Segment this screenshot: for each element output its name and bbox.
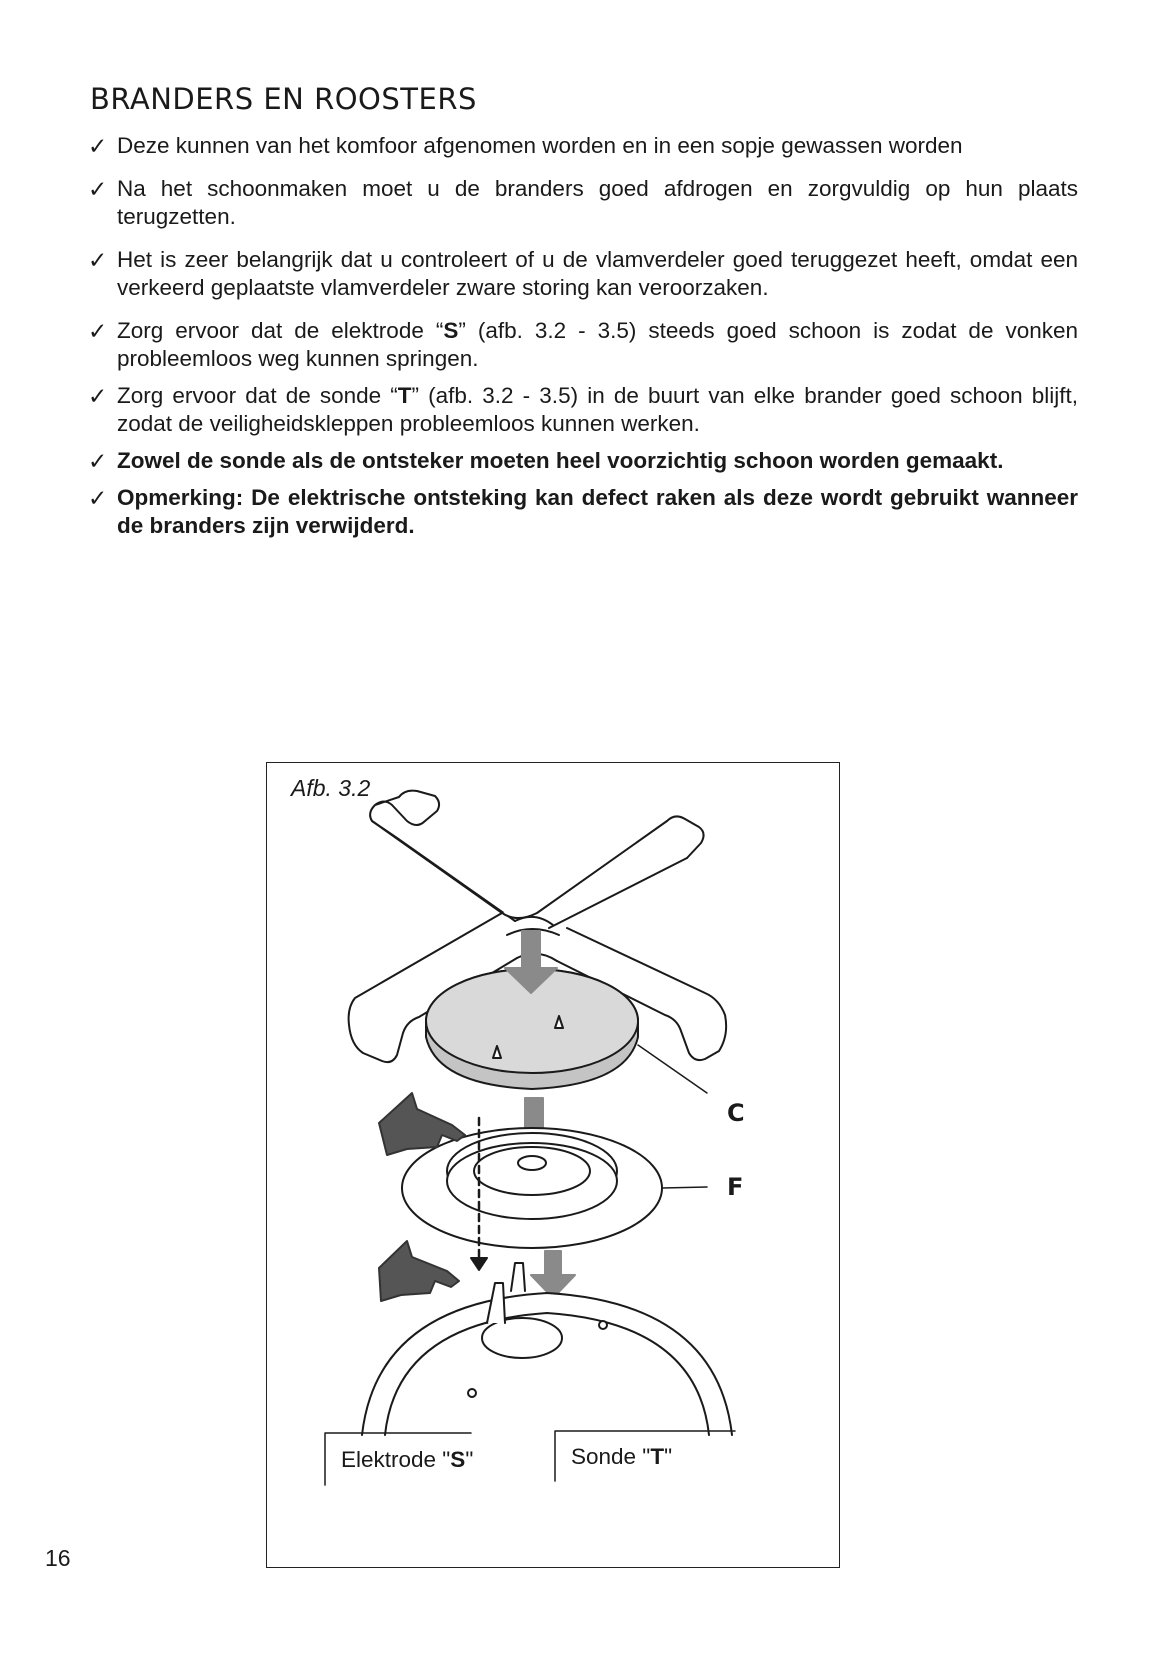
check-icon: ✓ [88, 383, 108, 409]
check-icon: ✓ [88, 448, 108, 474]
item-text: Deze kunnen van het komfoor afgenomen worden en in een sopje gewassen worden [117, 133, 963, 158]
item-text: Zorg ervoor dat de sonde “ [117, 383, 398, 408]
check-icon: ✓ [88, 176, 108, 202]
check-icon: ✓ [88, 318, 108, 344]
flame-spreader [402, 1128, 707, 1248]
electrode-callout [341, 1447, 473, 1473]
item-text-rest: ” (afb. 3.2 - 3.5) steeds goed schoon is zodat de vonken probleemloos weg kunnen springen. [117, 318, 1079, 371]
list-item [88, 132, 1078, 160]
check-icon: ✓ [88, 485, 108, 511]
item-text: Het is zeer belangrijk dat u controleert of u de vlamverdeler goed teruggezet heeft, omdat een verkeerd geplaatste vlamverdeler zware storing kan veroorzaken. [117, 247, 1078, 300]
electrode-quote: " [465, 1447, 474, 1472]
probe-callout [571, 1444, 672, 1470]
item-text: Na het schoonmaken moet u de branders goed afdrogen en zorgvuldig op hun plaats terugzetten. [117, 176, 1078, 229]
guide-arrowhead [471, 1258, 487, 1270]
item-text: Zorg ervoor dat de elektrode “ [117, 318, 444, 343]
item-text-bold: Opmerking: De elektrische ontsteking kan defect raken als deze wordt gebruikt wanneer de branders zijn verwijderd. [117, 485, 1078, 538]
list-item [88, 382, 1078, 438]
label-f: F [727, 1173, 744, 1201]
list-item [88, 317, 1078, 373]
check-icon: ✓ [88, 133, 108, 159]
probe-quote: " [664, 1444, 673, 1469]
probe-letter: T [650, 1444, 665, 1469]
item-text-bold: T [397, 383, 412, 408]
instruction-list [88, 132, 1078, 549]
list-item [88, 246, 1078, 302]
page-number: 16 [45, 1545, 71, 1571]
figure-caption: Afb. 3.2 [291, 775, 371, 801]
burner-figure [266, 762, 840, 1568]
item-text-bold: S [443, 318, 459, 343]
list-item [88, 175, 1078, 231]
label-c: C [727, 1099, 745, 1127]
list-item [88, 447, 1078, 475]
electrode-text: Elektrode " [341, 1447, 451, 1472]
check-icon: ✓ [88, 247, 108, 273]
list-item [88, 484, 1078, 540]
electrode-letter: S [450, 1447, 466, 1472]
item-text-rest: ” (afb. 3.2 - 3.5) in de buurt van elke brander goed schoon blijft, zodat de veiligheidskleppen probleemloos kunnen werken. [117, 383, 1078, 436]
item-text-bold: Zowel de sonde als de ontsteker moeten heel voorzichtig schoon worden gemaakt. [117, 448, 1004, 473]
section-title: BRANDERS EN ROOSTERS [90, 82, 477, 116]
probe-text: Sonde " [571, 1444, 651, 1469]
